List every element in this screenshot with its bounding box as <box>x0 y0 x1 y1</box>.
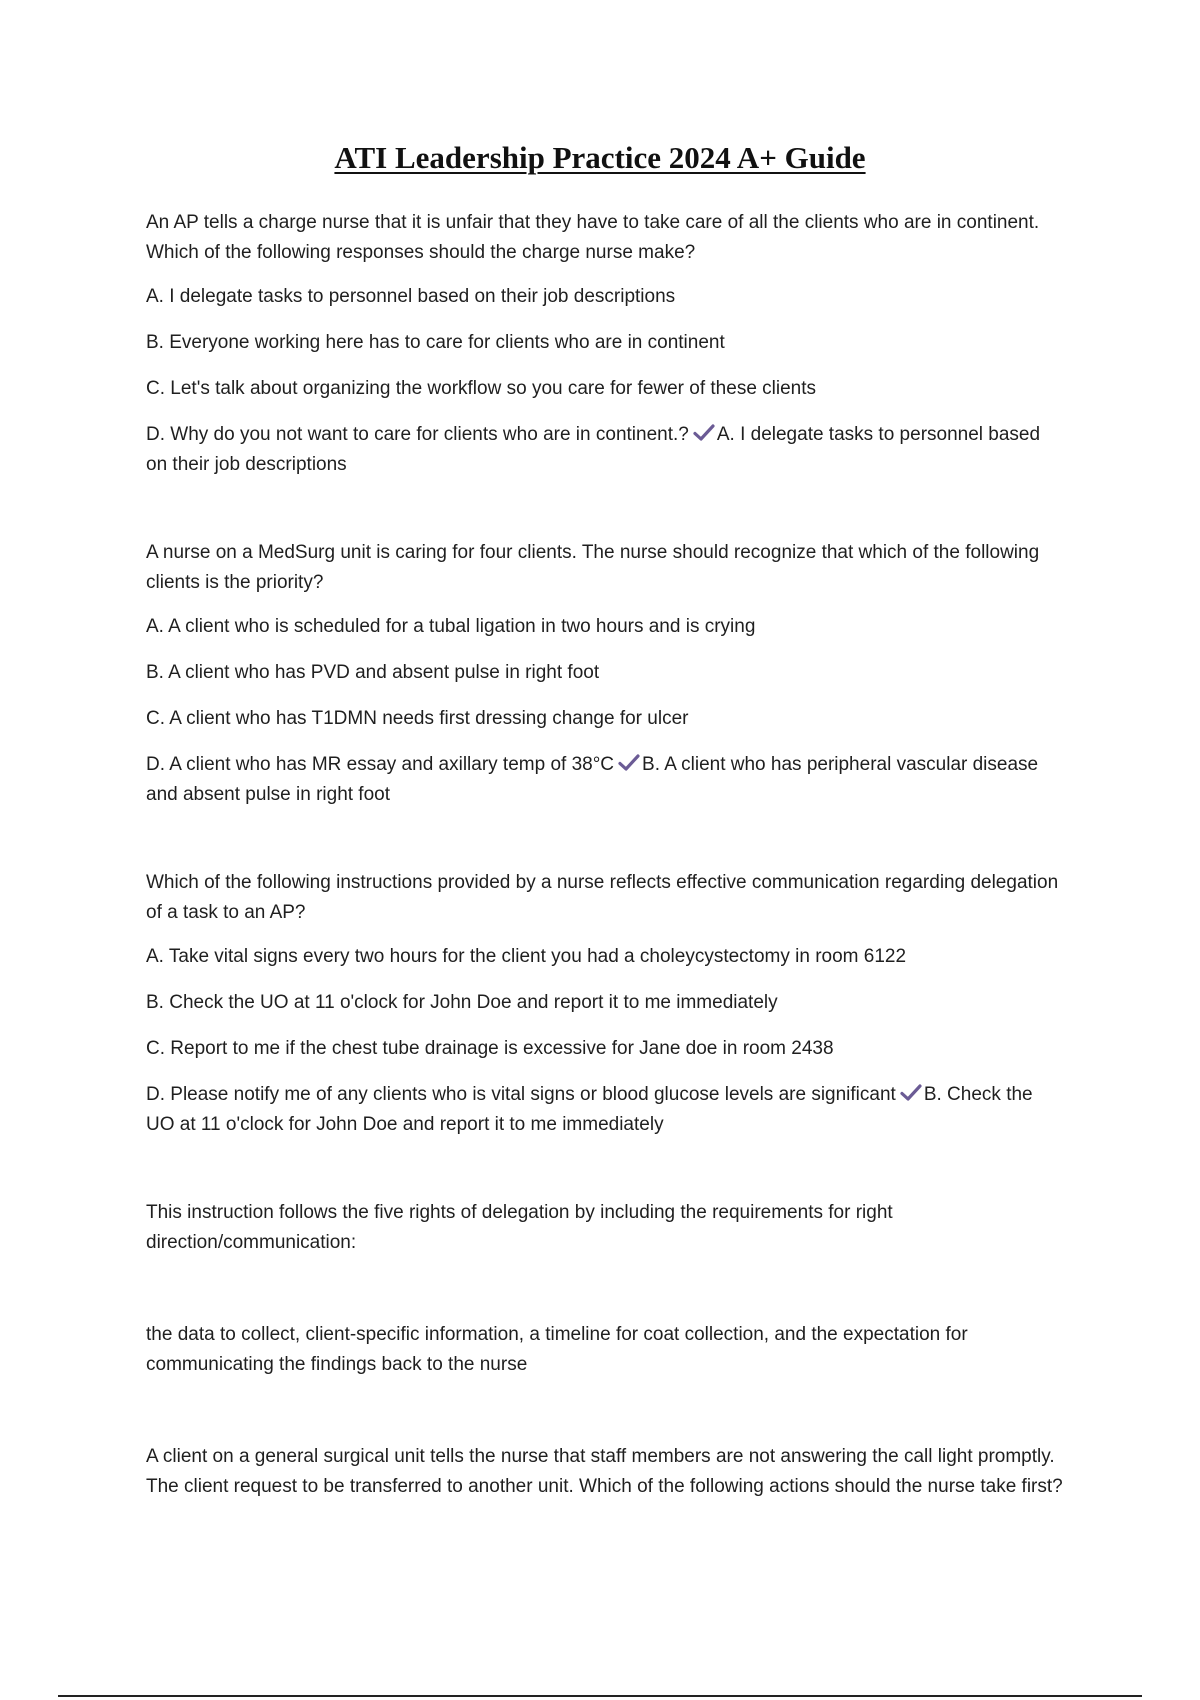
option-d-with-answer <box>146 1080 1066 1140</box>
footer-divider <box>58 1695 1142 1697</box>
option-d: D. Please notify me of any clients who is vital signs or blood glucose levels are significant <box>146 1084 896 1105</box>
question-2 <box>146 538 1066 810</box>
rationale-detail: the data to collect, client-specific information, a timeline for coat collection, and the expectation for communicating the findings back to the nurse <box>146 1324 968 1375</box>
option-d: D. A client who has MR essay and axillary temp of 38°C <box>146 754 615 775</box>
option-d-with-answer <box>146 750 1066 810</box>
rationale-intro: This instruction follows the five rights of delegation by including the requirements for right direction/communication: <box>146 1202 893 1253</box>
option-c: C. Report to me if the chest tube drainage is excessive for Jane doe in room 2438 <box>146 1038 834 1059</box>
checkmark-icon <box>900 1084 922 1102</box>
question-stem: A nurse on a MedSurg unit is caring for four clients. The nurse should recognize that which of the following clients is the priority? <box>146 542 1040 593</box>
option-a: A. Take vital signs every two hours for the client you had a choleycystectomy in room 6122 <box>146 946 907 967</box>
option-c: C. A client who has T1DMN needs first dressing change for ulcer <box>146 708 689 729</box>
document-body <box>146 208 1066 1516</box>
answer-text: B. Check the UO at 11 o'clock for John Doe and report it to me immediately <box>146 1084 1033 1135</box>
question-stem: A client on a general surgical unit tells the nurse that staff members are not answering the call light promptly. The client request to be transferred to another unit. Which of the following actions should the nurse take first? <box>146 1446 1063 1497</box>
question-stem: Which of the following instructions provided by a nurse reflects effective communication regarding delegation of a task to an AP? <box>146 872 1059 923</box>
document-title: ATI Leadership Practice 2024 A+ Guide <box>334 140 866 175</box>
question-4 <box>146 1442 1066 1502</box>
option-a: A. A client who is scheduled for a tubal ligation in two hours and is crying <box>146 616 756 637</box>
question-stem: An AP tells a charge nurse that it is unfair that they have to take care of all the clients who are in continent. Which of the following responses should the charge nurse make? <box>146 212 1040 263</box>
option-d: D. Why do you not want to care for clients who are in continent.? <box>146 424 689 445</box>
option-b: B. Check the UO at 11 o'clock for John Doe and report it to me immediately <box>146 992 778 1013</box>
answer-text: A. I delegate tasks to personnel based on their job descriptions <box>146 424 1041 475</box>
checkmark-icon <box>618 754 640 772</box>
question-1 <box>146 208 1066 480</box>
option-c: C. Let's talk about organizing the workflow so you care for fewer of these clients <box>146 378 817 399</box>
answer-text: B. A client who has peripheral vascular disease and absent pulse in right foot <box>146 754 1039 805</box>
question-3 <box>146 868 1066 1140</box>
option-d-with-answer <box>146 420 1066 480</box>
option-b: B. A client who has PVD and absent pulse in right foot <box>146 662 600 683</box>
option-a: A. I delegate tasks to personnel based on their job descriptions <box>146 286 676 307</box>
checkmark-icon <box>693 424 715 442</box>
option-b: B. Everyone working here has to care for clients who are in continent <box>146 332 725 353</box>
